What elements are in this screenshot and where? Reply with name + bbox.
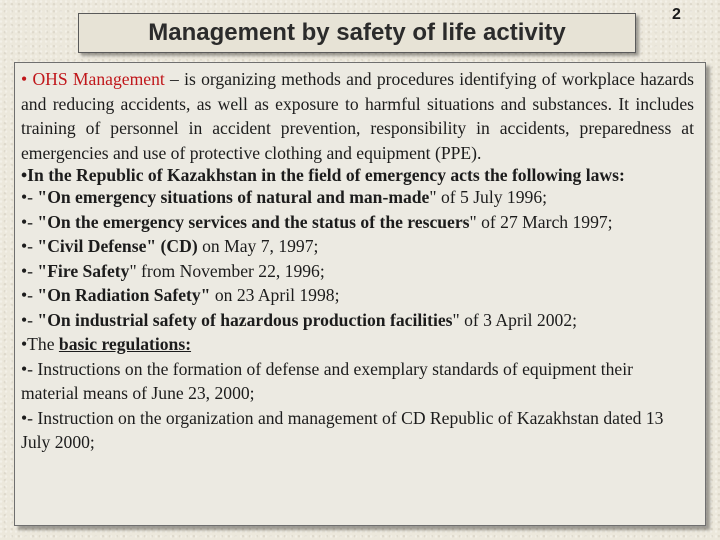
rk-intro-paragraph	[21, 165, 694, 185]
law-item	[21, 259, 694, 284]
law-bullet: •-	[21, 211, 38, 232]
regulations-prefix: •The	[21, 334, 59, 354]
law-title: "On the emergency services and the status of the rescuers	[37, 211, 470, 232]
law-title: "On industrial safety of hazardous production facilities	[37, 309, 453, 330]
law-date: " of 3 April 2002;	[452, 309, 578, 330]
ohs-bullet: •	[21, 69, 33, 89]
regulations-heading	[21, 332, 694, 357]
law-bullet: •-	[21, 260, 38, 281]
law-title: "On emergency situations of natural and man-made	[37, 187, 430, 207]
ohs-definition: – is organizing methods and procedures identifying of workplace hazards and reducing accidents, as well as exposure to harmful situations and substances. It includes training of personnel in accident prevention, responsibility in accidents, preparedness at emergencies and use of protective clothing and equipment (PPE).	[21, 69, 694, 163]
law-bullet: •-	[21, 309, 38, 330]
law-date: on 23 April 1998;	[210, 285, 340, 305]
law-bullet: •-	[21, 236, 38, 256]
law-date: " of 27 March 1997;	[469, 211, 613, 232]
law-bullet: •-	[21, 187, 38, 207]
law-item	[21, 308, 694, 333]
regulation-item	[21, 357, 694, 406]
law-item	[21, 185, 694, 210]
law-title: "Fire Safety	[37, 260, 130, 281]
regulation-text: Instructions on the formation of defense and exemplary standards of equipment their material means of June 23, 2000;	[21, 358, 633, 403]
regulation-item	[21, 406, 694, 455]
regulation-text: Instruction on the organization and management of CD Republic of Kazakhstan dated 13 July 2000;	[21, 407, 664, 452]
regulation-bullet: •-	[21, 358, 38, 379]
law-item	[21, 210, 694, 235]
law-bullet: •-	[21, 285, 38, 305]
ohs-paragraph	[21, 67, 694, 165]
slide-title: Management by safety of life activity	[78, 13, 636, 53]
law-title: "On Radiation Safety"	[37, 285, 211, 305]
law-date: " from November 22, 1996;	[129, 260, 325, 281]
ohs-lead-term: OHS Management	[32, 69, 165, 89]
law-item	[21, 234, 694, 259]
law-item	[21, 283, 694, 308]
law-date: " of 5 July 1996;	[429, 187, 548, 207]
law-title: "Civil Defense" (CD)	[37, 236, 198, 256]
law-date: on May 7, 1997;	[197, 236, 319, 256]
regulation-bullet: •-	[21, 407, 38, 428]
regulations-heading-text: basic regulations:	[58, 334, 192, 354]
content-box	[14, 62, 706, 526]
rk-intro-bullet: •	[21, 165, 28, 185]
slide-number: 2	[672, 6, 681, 23]
rk-intro-text: In the Republic of Kazakhstan in the field of emergency acts the following laws:	[27, 165, 625, 185]
